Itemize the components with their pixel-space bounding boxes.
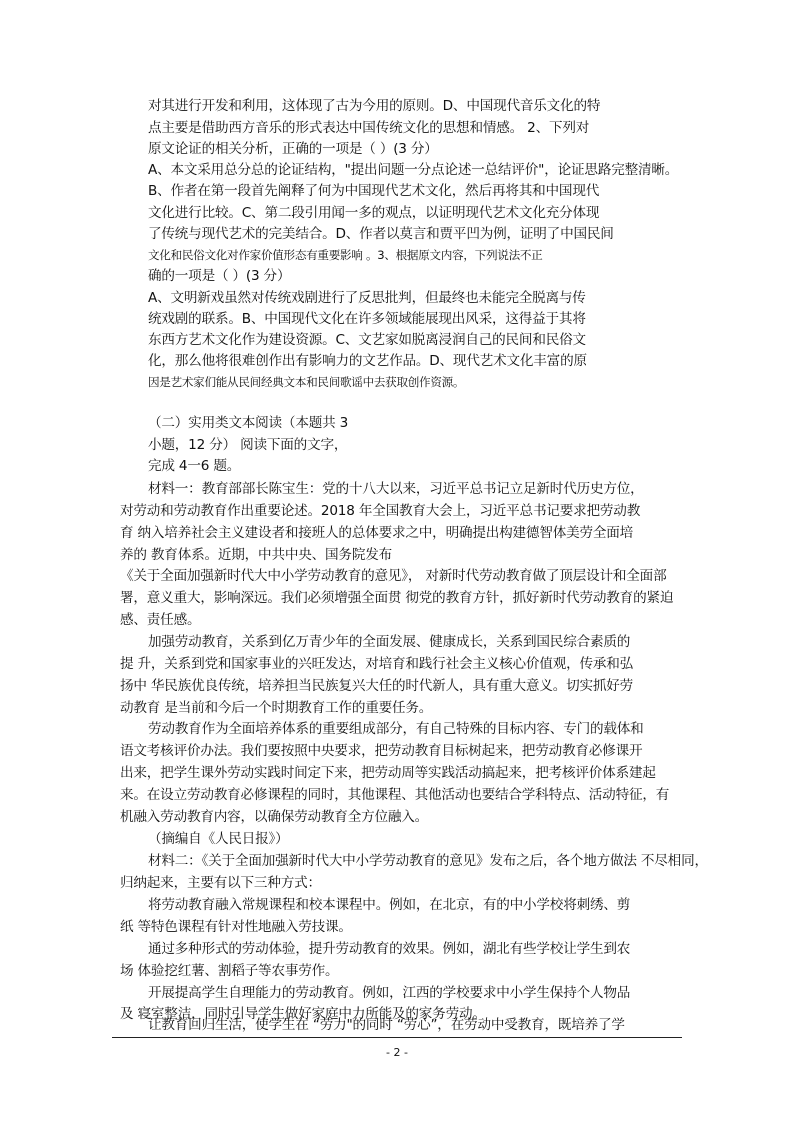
text-line: 对其进行开发和利用，这体现了古为今用的原则。D、中国现代音乐文化的特	[148, 98, 601, 114]
text-line: B、作者在第一段首先阐释了何为中国现代艺术文化，然后再将其和中国现代	[148, 183, 600, 199]
text-line: 及 寝室整洁，同时引导学生做好家庭中力所能及的家务劳动。	[120, 1006, 486, 1022]
text-line: A、文明新戏虽然对传统戏剧进行了反思批判，但最终也未能完全脱离与传	[148, 290, 586, 306]
text-line: 扬中 华民族优良传统，培养担当民族复兴大任的时代新人，具有重大意义。切实抓好劳	[120, 678, 634, 694]
text-line: 语文考核评价办法。我们要按照中央要求，把劳动教育目标树起来，把劳动教育必修课开	[120, 743, 643, 759]
text-line: 点主要是借助西方音乐的形式表达中国传统文化的思想和情感。 2、下列对	[148, 120, 590, 136]
text-line: 机融入劳动教育内容，以确保劳动教育全方位融入。	[120, 809, 429, 825]
section-heading: 完成 4一6 题。	[148, 458, 241, 474]
text-line: 对劳动和劳动教育作出重要论述。2018 年全国教育大会上，习近平总书记要求把劳动教	[120, 503, 641, 519]
text-line: 东西方艺术文化作为建设资源。C、文艺家如脱离浸润自己的民间和民俗文	[148, 332, 586, 348]
text-line: 动教育 是当前和今后一个时期教育工作的重要任务。	[120, 700, 433, 716]
text-line: 署，意义重大，影响深远。我们必须增强全面贯 彻党的教育方针，抓好新时代劳动教育的紧迫	[120, 590, 674, 606]
text-line: 劳动教育作为全面培养体系的重要组成部分，有自己特殊的目标内容、专门的载体和	[148, 721, 644, 737]
text-line: 原文论证的相关分析，正确的一项是（ ）(3 分）	[148, 141, 438, 157]
footer-rule	[112, 1037, 682, 1038]
text-line-last: 让教育回归生活，使学生在 “劳力"的同时 “劳心”，在劳动中受教育，既培养了学	[148, 1017, 625, 1033]
text-line: 来。在设立劳动教育必修课程的同时，其他课程、其他活动也要结合学科特点、活动特征，有	[120, 787, 670, 803]
text-line: 文化进行比较。C、第二段引用闻一多的观点，以证明现代艺术文化充分体现	[148, 205, 600, 221]
text-line: 纸 等特色课程有针对性地融入劳技课。	[120, 919, 352, 935]
text-line: 确的一项是（ ）(3 分）	[148, 268, 291, 284]
page-number: - 2 -	[386, 1046, 408, 1059]
text-line: 统戏剧的联系。B、中国现代文化在许多领域能展现出风采，这得益于其将	[148, 311, 586, 327]
text-line: 开展提高学生自理能力的劳动教育。例如，江西的学校要求中小学生保持个人物品	[148, 985, 631, 1001]
text-line: 通过多种形式的劳动体验，提升劳动教育的效果。例如，湖北有些学校让学生到农	[148, 941, 631, 957]
text-line: 材料二：《关于全面加强新时代大中小学劳动教育的意见》发布之后，各个地方做法 不尽相同，	[148, 853, 708, 869]
section-heading: （二）实用类文本阅读（本题共 3	[148, 415, 349, 431]
text-line: 文化和民俗文化对作家价值形态有重要影响 。3、根据原文内容，下列说法不正	[148, 248, 543, 262]
section-heading: 小题，12 分） 阅读下面的文字，	[148, 437, 348, 453]
text-line: 了传统与现代艺术的完美结合。D、作者以莫言和贾平凹为例，证明了中国民间	[148, 226, 614, 242]
text-line: A、本文采用总分总的论证结构，"提出问题一分点论述一总结评价"，论证思路完整清晰。	[148, 162, 679, 178]
text-line: 育 纳入培养社会主义建设者和接班人的总体要求之中，明确提出构建德智体美劳全面培	[120, 525, 634, 541]
text-line: 化，那么他将很难创作出有影响力的文艺作品。D、现代艺术文化丰富的原	[148, 353, 587, 369]
text-line: 养的 教育体系。近期，中共中央、国务院发布	[120, 547, 392, 563]
text-line: 因是艺术家们能从民间经典文本和民间歌谣中去获取创作资源。	[148, 375, 465, 389]
text-line: 感、责任感。	[120, 612, 201, 628]
text-line: 提 升，关系到党和国家事业的兴旺发达，对培育和践行社会主义核心价值观，传承和弘	[120, 656, 634, 672]
text-line: 场 体验挖红薯、割稻子等农事劳作。	[120, 963, 339, 979]
text-line: 归纳起来，主要有以下三种方式：	[120, 875, 321, 891]
source-citation: （摘编自《人民日报》）	[148, 831, 289, 847]
text-line: 将劳动教育融入常规课程和校本课程中。例如，在北京，有的中小学校将刺绣、剪	[148, 897, 631, 913]
text-line: 出来，把学生课外劳动实践时间定下来，把劳动周等实践活动搞起来，把考核评价体系建起	[120, 765, 656, 781]
text-line: 材料一：教育部部长陈宝生：党的十八大以来，习近平总书记立足新时代历史方位，	[148, 481, 644, 497]
text-line: 《关于全面加强新时代大中小学劳动教育的意见》， 对新时代劳动教育做了顶层设计和全面部	[120, 568, 667, 584]
text-line: 加强劳动教育，关系到亿万青少年的全面发展、健康成长，关系到国民综合素质的	[148, 634, 631, 650]
